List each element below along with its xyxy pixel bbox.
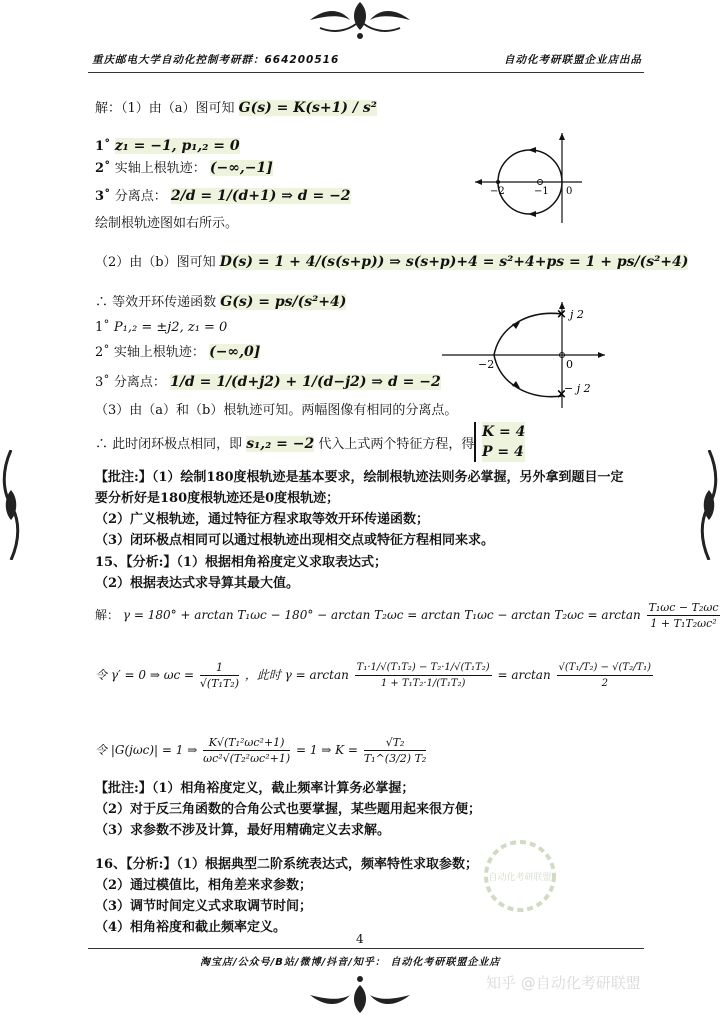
footer-text: 淘宝店/公众号/B站/微博/抖音/知乎： 自动化考研联盟企业店 xyxy=(200,957,501,968)
s1-j3-text: 分离点： xyxy=(113,375,166,390)
q15-tag: 【分析:】 xyxy=(126,555,177,570)
q15-eq2-frac3-den: 2 xyxy=(601,678,608,689)
header-rule xyxy=(88,72,644,73)
s1-intro-row xyxy=(95,98,377,119)
top-ornament xyxy=(300,0,420,40)
left-ornament xyxy=(0,450,22,560)
s1-j2-math: (−∞,0] xyxy=(209,344,261,360)
bottom-ornament xyxy=(300,975,420,1015)
q15-eq3-frac2-den: T₁^(3/2) T₂ xyxy=(363,752,427,765)
s1-b-intro: （2）由（b）图可知 xyxy=(95,255,216,270)
header-left: 重庆邮电大学自动化控制考研群：664200516 xyxy=(92,54,340,66)
q15-eq3-frac2 xyxy=(364,735,427,766)
s1-g1: G(s) = K(s+1) / s² xyxy=(238,100,377,116)
q15-eq2-row xyxy=(95,660,655,691)
q15-eq2-eq: = arctan xyxy=(497,668,551,682)
fig-b-label-neg2: −2 xyxy=(478,358,495,371)
note1-tag: 【批注:】 xyxy=(95,470,152,485)
fig-a-label-neg1: −1 xyxy=(534,186,549,197)
s1-j3-label: 3˚ xyxy=(95,375,110,390)
s1-k-value: K = 4 xyxy=(482,424,526,440)
s1-j2-label: 2˚ xyxy=(95,345,110,360)
svg-text:×: × xyxy=(556,387,567,402)
q15-eq3-frac1-den: ωc²√(T₂²ωc²+1) xyxy=(203,752,291,765)
note1-l4: （3）闭环极点相同可以通过根轨迹出现相交点或特征方程相同来求。 xyxy=(95,533,495,548)
fig-a-label-0: 0 xyxy=(566,186,573,197)
s1-j3-math: 1/d = 1/(d+j2) + 1/(d−j2) ⇒ d = −2 xyxy=(170,374,441,390)
q15-eq1: γ = 180° + arctan T₁ωc − 180° − arctan T₂ωc = arctan T₁ωc − arctan T₂ωc = arctan xyxy=(122,608,641,622)
s1-item2-label: 2˚ xyxy=(95,161,111,176)
q15-eq3-frac2-num: √T₂ xyxy=(364,735,427,751)
s1-b-eq: D(s) = 1 + 4/(s(s+p)) ⇒ s(s+p)+4 = s²+4+ps = 1 + ps/(s²+4) xyxy=(219,254,689,270)
note1-l2: 要分析好是180度根轨迹还是0度根轨迹； xyxy=(95,491,340,506)
q15-eq2-frac1-den: √(T₁T₂) xyxy=(199,677,240,690)
s1-item3 xyxy=(95,186,351,207)
q15-num: 15、 xyxy=(95,555,127,570)
q15-eq3-frac1 xyxy=(203,735,290,766)
s1-system xyxy=(474,422,525,462)
q15-eq2-frac3 xyxy=(557,660,654,691)
q15-l2: （2）根据表达式求导算其最大值。 xyxy=(95,576,300,591)
q15-eq1-den: 1 + T₁T₂ωc² xyxy=(650,617,717,630)
s1-j1-math: P₁,₂ = ±j2, z₁ = 0 xyxy=(113,320,228,335)
note1-l1: （1）绘制180度根轨迹是基本要求，绘制根轨迹法则务必掌握，另外拿到题目一定 xyxy=(151,470,624,485)
q16-num: 16、 xyxy=(95,857,127,872)
q15-eq2-frac3-num: √(T₁/T₂) − √(T₂/T₁) xyxy=(557,660,654,676)
stamp-text: 自动化考研联盟 xyxy=(488,873,552,883)
s1-j1 xyxy=(95,318,227,338)
q15-eq2-frac2 xyxy=(355,660,492,691)
s1-equiv-text: ∴ 等效开环传递函数 xyxy=(95,295,217,310)
fig-b-label-j2: j 2 xyxy=(570,308,584,321)
q15-sol-label: 解： xyxy=(95,608,120,622)
s1-intro: 解：（1）由（a）图可知 xyxy=(95,101,235,116)
note2-tag: 【批注:】 xyxy=(95,781,152,796)
q15-eq2-pre: 令 γ′ = 0 ⇒ ωc = xyxy=(95,668,195,682)
s1-c-row xyxy=(95,434,474,455)
q16-l1: （1）根据典型二阶系统表达式，频率特性求取参数； xyxy=(176,857,478,872)
q15-l1: （1）根据相角裕度定义求取表达式； xyxy=(176,555,387,570)
note2-l3: （3）求参数不涉及计算，最好用精确定义去求解。 xyxy=(95,823,391,838)
s1-item1 xyxy=(95,136,240,157)
note1-l1-row xyxy=(95,468,624,488)
s1-item2 xyxy=(95,158,273,179)
s1-equiv-math: G(s) = ps/(s²+4) xyxy=(220,294,347,310)
footer-rule xyxy=(88,948,644,949)
s1-p-value: P = 4 xyxy=(482,444,524,460)
note2-l2: （2）对于反三角函数的合角公式也要掌握，某些题用起来很方便； xyxy=(95,802,482,817)
q15-eq3-frac1-num: K√(T₁²ωc²+1) xyxy=(203,735,290,751)
s1-b-row xyxy=(95,252,688,273)
root-locus-figure-b xyxy=(440,300,610,410)
svg-text:×: × xyxy=(556,307,567,322)
q16-tag: 【分析:】 xyxy=(126,857,177,872)
s1-item2-text: 实轴上根轨迹： xyxy=(114,161,206,176)
q15-eq2-frac1-num: 1 xyxy=(200,660,239,676)
s1-item3-text: 分离点： xyxy=(114,189,167,204)
q15-eq1-frac xyxy=(647,600,720,631)
s1-j3 xyxy=(95,372,441,393)
page-number: 4 xyxy=(356,932,364,946)
q16-l2: （2）通过模值比，相角差来求参数； xyxy=(95,878,313,893)
s1-j2-text: 实轴上根轨迹： xyxy=(113,345,205,360)
q16-head xyxy=(95,855,478,875)
note1-l3: （2）广义根轨迹，通过特征方程求取等效开环传递函数； xyxy=(95,512,430,527)
q15-eq3-mid: = 1 ⇒ K = xyxy=(295,743,358,757)
q15-eq2-frac2-den: 1 + T₁T₂·1/(T₁T₂) xyxy=(380,678,466,689)
s1-j1-label: 1˚ xyxy=(95,320,110,335)
q15-head xyxy=(95,553,387,573)
s1-item1-label: 1˚ xyxy=(95,139,111,154)
header-right: 自动化考研联盟企业店出品 xyxy=(504,54,642,66)
q15-eq3-row xyxy=(95,735,428,766)
q15-eq2-mid: ，此时 γ = arctan xyxy=(244,668,349,682)
q15-eq2-frac2-num: T₁·1/√(T₁T₂) − T₂·1/√(T₁T₂) xyxy=(355,660,492,676)
q16-l3: （3）调节时间定义式求取调节时间； xyxy=(95,899,313,914)
root-locus-figure-a xyxy=(470,128,590,228)
q15-eq1-row xyxy=(95,600,720,631)
fig-b-label-negj2: − j 2 xyxy=(564,382,591,395)
s1-item1-math: z₁ = −1, p₁,₂ = 0 xyxy=(114,138,240,154)
watermark-stamp xyxy=(480,836,560,916)
s1-c-math: s₁,₂ = −2 xyxy=(246,436,315,452)
q15-eq2-frac1 xyxy=(200,660,239,691)
s1-item2-math: (−∞,−1] xyxy=(209,160,273,176)
note2-l1-row xyxy=(95,779,414,799)
q16-l4: （4）相角裕度和截止频率定义。 xyxy=(95,920,287,935)
s1-j2 xyxy=(95,342,260,363)
right-ornament xyxy=(698,450,720,560)
s1-draw: 绘制根轨迹图如右所示。 xyxy=(95,216,239,231)
s1-c-line3: 代入上式两个特征方程，得 xyxy=(318,437,475,452)
s1-equiv-row xyxy=(95,292,346,313)
s1-c-line: （3）由（a）和（b）根轨迹可知。两幅图像有相同的分离点。 xyxy=(95,403,458,418)
q15-eq3-pre: 令 |G(jωc)| = 1 ⇒ xyxy=(95,743,198,757)
s1-c-line2: ∴ 此时闭环极点相同，即 xyxy=(95,437,243,452)
footer-watermark: 知乎 @自动化考研联盟 xyxy=(486,974,641,992)
fig-b-label-0: 0 xyxy=(566,358,573,371)
note2-l1: （1）相角裕度定义，截止频率计算务必掌握； xyxy=(151,781,415,796)
s1-item3-math: 2/d = 1/(d+1) ⇒ d = −2 xyxy=(170,188,351,204)
q15-eq1-num: T₁ωc − T₂ωc xyxy=(648,601,719,614)
fig-a-label-neg2: −2 xyxy=(490,186,505,197)
s1-item3-label: 3˚ xyxy=(95,189,111,204)
